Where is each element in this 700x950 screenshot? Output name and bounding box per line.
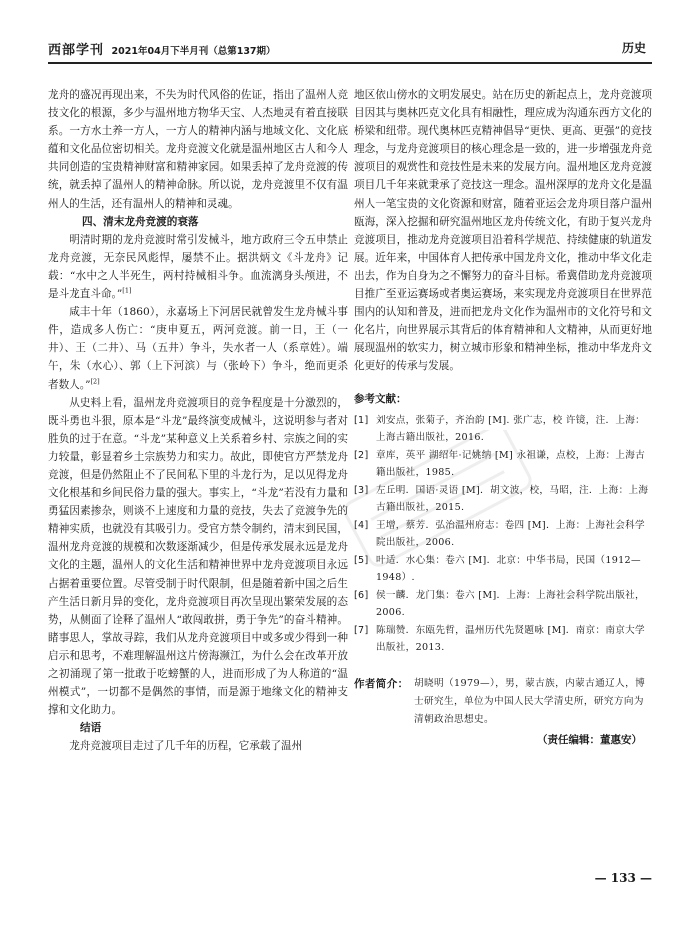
reference-number: [7] bbox=[354, 624, 369, 636]
author-bio-label: 作者简介： bbox=[354, 677, 409, 690]
reference-number: [3] bbox=[354, 484, 369, 496]
reference-text: 侯一麟．龙门集：卷六 [M]．上海：上海社会科学院出版社，2006. bbox=[376, 589, 645, 619]
reference-number: [6] bbox=[354, 589, 369, 601]
citation-mark: [2] bbox=[90, 376, 100, 385]
reference-text: 王增，蔡芳．弘治温州府志：卷四 [M]．上海：上海社会科学院出版社，2006. bbox=[376, 519, 645, 549]
issue-info: 2021年04月下半月刊（总第137期） bbox=[111, 46, 276, 57]
reference-text: 叶适．水心集：卷六 [M]．北京：中华书局，民国（1912—1948）. bbox=[376, 554, 641, 584]
paragraph: 龙舟的盛况再现出来，不失为时代风俗的佐证，指出了温州人竞技文化的根源，多少与温州地方物华天宝、人杰地灵有着直接联系。一方水土养一方人，一方人的精神内涵与地域文化、文化底蕴和文化品位密切相关。龙舟竞渡文化就是温州地区古人和今人共同创造的宝贵精神财富和精神家园。如果丢掉了龙舟竞渡的传统，就丢掉了温州人的精神命脉。所以说，龙舟竞渡里不仅有温州人的生活，还有温州人的精神和灵魂。 bbox=[48, 89, 348, 210]
reference-text: 陈瑞赞．东瓯先哲，温州历代先贤题咏 [M]．南京：南京大学出版社，2013. bbox=[376, 624, 645, 654]
reference-text: 左丘明．国语·灵语 [M]．胡文波，校，马昭，注．上海：上海古籍出版社，2015. bbox=[376, 484, 649, 514]
left-column bbox=[48, 86, 348, 755]
conclusion-heading: 结语 bbox=[80, 722, 102, 735]
page-number: — 133 — bbox=[594, 871, 652, 885]
paragraph bbox=[48, 303, 348, 393]
author-bio-text: 胡晓明（1979—），男，蒙古族，内蒙古通辽人，博士研究生，单位为中国人民大学清史所，研究方向为清朝政治思想史。 bbox=[414, 677, 646, 725]
paragraph: 龙舟竞渡项目走过了几千年的历程，它承载了温州 bbox=[69, 740, 303, 753]
journal-masthead bbox=[48, 39, 276, 58]
references-heading: 参考文献： bbox=[354, 392, 407, 405]
page-header bbox=[48, 36, 652, 60]
right-column bbox=[354, 86, 652, 749]
reference-text: 刘安点，张菊子，齐治韵 [M]. 张广志，校 许镜，注．上海：上海古籍出版社，2016. bbox=[376, 414, 646, 444]
reference-number: [1] bbox=[354, 414, 369, 426]
editor-credit: （责任编辑：董惠安） bbox=[537, 733, 642, 746]
paragraph-text: 咸丰十年（1860），永嘉场上下河居民就曾发生龙舟械斗事件，造成多人伤亡：“庚申夏五，两河竞渡。前一日，王（一井）、王（二井）、马（五井）争斗，失水者一人（系章姓）。端午，朱（水心）、郭（上下河滨）与（张岭下）争斗，绝而更杀者数人。” bbox=[48, 306, 348, 391]
section-label: 历史 bbox=[621, 41, 646, 55]
reference-item bbox=[354, 622, 652, 657]
reference-text: 章库，英平 湖绍年·记姚纳 [M] 永祖谦，点校，上海：上海古籍出版社，1985. bbox=[376, 449, 646, 479]
reference-number: [2] bbox=[354, 449, 369, 461]
author-bio bbox=[354, 675, 652, 729]
paragraph: 从史料上看，温州龙舟竞渡项目的竞争程度是十分激烈的，既斗勇也斗狠，原本是“斗龙”最终演变成械斗，这说明参与者对胜负的过于在意。“斗龙”某种意义上关系着乡村、宗族之间的实力较量，彰显着乡土宗族势力和实力。故此，即使官方严禁龙舟竞渡，但是仍然阻止不了民间私下里的斗龙行为，足以见得龙舟文化根基和乡间民俗力量的强大。事实上，“斗龙”若没有力量和勇猛因素掺杂，则谈不上速度和力量的竞技，失去了竞渡争先的精神实质，也就没有其吸引力。受官方禁令制约，清末到民国，温州龙舟竞渡的规模和次数逐渐减少，但是传承发展永远是龙舟文化的主题，温州人的文化生活和精神世界中龙舟竞渡项目永远占据着重要位置。尽管受制于时代限制，但是随着新中国之后生产生活日新月异的变化，龙舟竞渡项目再次呈现出繁荣发展的态势，从侧面了诠释了温州人“敢闯敢拼，勇于争先”的奋斗精神。睹事思人，掌故寻踪，我们从龙舟竞渡项目中或多或少得到一种启示和思考，不难理解温州这片傍海濒江，为什么会在改革开放之初涌现了第一批敢于吃螃蟹的人，进而形成了为人称道的“温州模式”，一切都不是偶然的事情，而是源于地缘文化的精神支撑和文化助力。 bbox=[48, 396, 348, 717]
reference-number: [5] bbox=[354, 554, 369, 566]
header-rule bbox=[48, 62, 652, 64]
journal-title: 西部学刊 bbox=[48, 43, 105, 58]
reference-item bbox=[354, 587, 652, 622]
paragraph: 地区依山傍水的文明发展史。站在历史的新起点上，龙舟竞渡项目因其与奥林匹克文化具有相融性，理应成为沟通东西方文化的桥梁和纽带。现代奥林匹克精神倡导“更快、更高、更强”的竞技理念，与龙舟竞渡项目的核心理念是一致的，进一步增强龙舟竞渡项目的观赏性和竞技性是未来的发展方向。温州地区龙舟竞渡项目几千年来就秉承了竞技这一理念。温州深厚的龙舟文化是温州人一笔宝贵的文化资源和财富，随着亚运会龙舟项目落户温州瓯海，深入挖掘和研究温州地区龙舟传统文化，有助于复兴龙舟竞渡项目，推动龙舟竞渡项目沿着科学规范、持续健康的轨道发展。近年来，中国体育人把传承中国龙舟文化，推动中华文化走出去，作为自身为之不懈努力的奋斗目标。希冀借助龙舟竞渡项目推广至亚运赛场或者奥运赛场，来实现龙舟竞渡项目在世界范围内的认知和普及，进而把龙舟文化作为温州市的文化符号和文化名片，向世界展示其背后的体育精神和人文精神，从而更好地展现温州的软实力，树立城市形象和精神坐标，推动中华龙舟文化更好的传承与发展。 bbox=[354, 89, 652, 373]
citation-mark: [1] bbox=[122, 286, 132, 295]
paragraph bbox=[48, 231, 348, 303]
reference-number: [4] bbox=[354, 519, 369, 531]
watermark-stamp bbox=[330, 430, 550, 570]
section-heading: 四、清末龙舟竞渡的衰落 bbox=[82, 215, 199, 228]
paragraph-text: 明清时期的龙舟竞渡时常引发械斗，地方政府三令五申禁止龙舟竞渡，无奈民风彪悍，屡禁不止。据洪炳文《斗龙舟》记载：“水中之人半死生，两村持械相斗争。血流漓身头颅进，不是斗龙直斗命。” bbox=[48, 233, 348, 301]
